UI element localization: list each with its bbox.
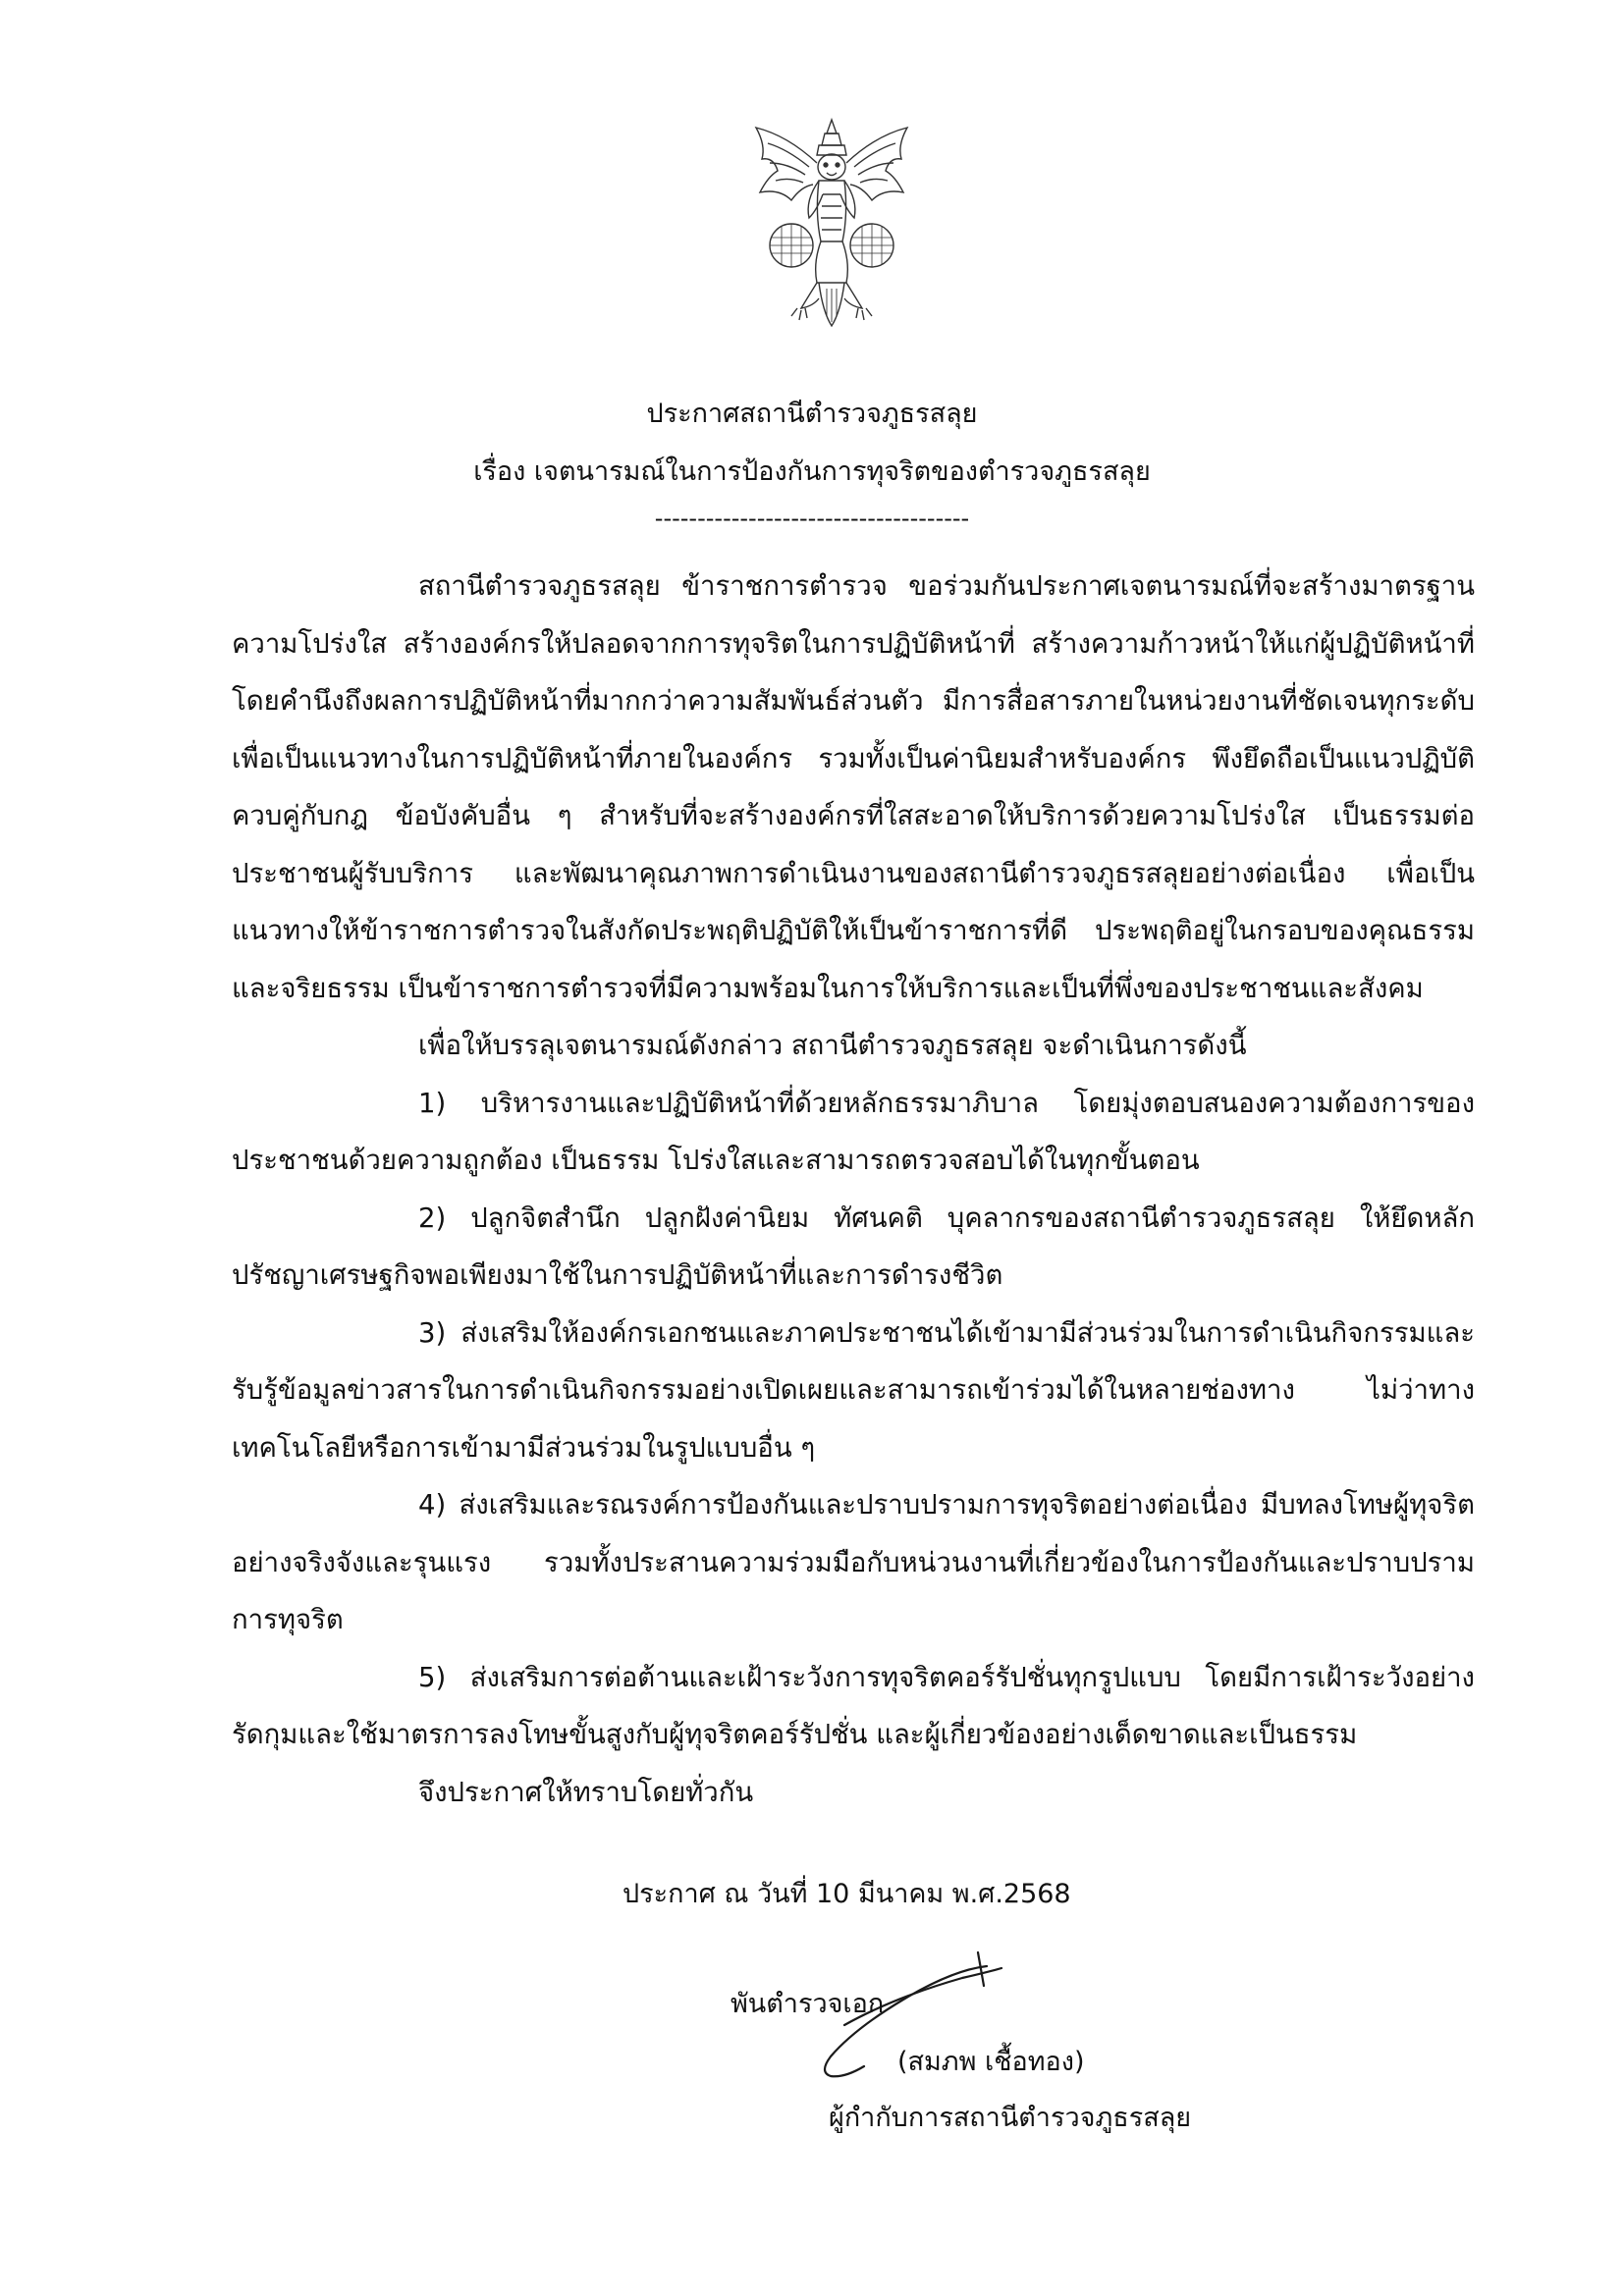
announcement-body [232,558,1475,1764]
lead-paragraph: เพื่อให้บรรลุเจตนารมณ์ดังกล่าว สถานีตำรวจภูธรสลุย จะดำเนินการดังนี้ [418,1030,1247,1061]
signatory-position: ผู้กำกับการสถานีตำรวจภูธรสลุย [829,2103,1192,2133]
item-paragraph-2: 2) ปลูกจิตสำนึก ปลูกฝังค่านิยม ทัศนคติ บุคลากรของสถานีตำรวจภูธรสลุย ให้ยึดหลักปรัชญาเศรษฐกิจพอเพียงมาใช้ในการปฏิบัติหน้าที่และการดำรงชีวิต [232,1201,1475,1291]
announcement-subject: เรื่อง เจตนารมณ์ในการป้องกันการทุจริตของตำรวจภูธรสลุย [473,456,1151,487]
garuda-emblem-icon [748,116,915,330]
intro-paragraph: สถานีตำรวจภูธรสลุย ข้าราชการตำรวจ ขอร่วมกันประกาศเจตนารมณ์ที่จะสร้างมาตรฐานความโปร่งใส สร้างองค์กรให้ปลอดจากการทุจริตในการปฏิบัติหน้าที่ สร้างความก้าวหน้าให้แก่ผู้ปฏิบัติหน้าที่โดยคำนึงถึงผลการปฏิบัติหน้าที่มากกว่าความสัมพันธ์ส่วนตัว มีการสื่อสารภายในหน่วยงานที่ชัดเจนทุกระดับ เพื่อเป็นแนวทางในการปฏิบัติหน้าที่ภายในองค์กร รวมทั้งเป็นค่านิยมสำหรับองค์กร พึงยึดถือเป็นแนวปฏิบัติควบคู่กับกฎ ข้อบังคับอื่น ๆ สำหรับที่จะสร้างองค์กรที่ใสสะอาดให้บริการด้วยความโปร่งใส เป็นธรรมต่อประชาชนผู้รับบริการ และพัฒนาคุณภาพการดำเนินงานของสถานีตำรวจภูธรสลุยอย่างต่อเนื่อง เพื่อเป็นแนวทางให้ข้าราชการตำรวจในสังกัดประพฤติปฏิบัติให้เป็นข้าราชการที่ดี ประพฤติอยู่ในกรอบของคุณธรรมและจริยธรรม เป็นข้าราชการตำรวจที่มีความพร้อมในการให้บริการและเป็นที่พึ่งของประชาชนและสังคม [232,570,1475,1004]
item-paragraph-4: 4) ส่งเสริมและรณรงค์การป้องกันและปราบปรามการทุจริตอย่างต่อเนื่อง มีบทลงโทษผู้ทุจริตอย่างจริงจังและรุนแรง รวมทั้งประสานความร่วมมือกับหน่วนงานที่เกี่ยวข้องในการป้องกันและปราบปรามการทุจริต [232,1489,1475,1635]
signatory-rank: พันตำรวจเอก [731,1989,885,2019]
signatory-name: (สมภพ เชื้อทอง) [897,2047,1085,2077]
header-divider: ------------------------------------- [654,505,970,532]
announcement-title: ประกาศสถานีตำรวจภูธรสลุย [646,399,978,429]
item-paragraph-1: 1) บริหารงานและปฏิบัติหน้าที่ด้วยหลักธรรมาภิบาล โดยมุ่งตอบสนองความต้องการของประชาชนด้วยความถูกต้อง เป็นธรรม โปร่งใสและสามารถตรวจสอบได้ในทุกขั้นตอน [232,1087,1475,1176]
item-paragraph-5: 5) ส่งเสริมการต่อต้านและเฝ้าระวังการทุจริตคอร์รัปชั่นทุกรูปแบบ โดยมีการเฝ้าระวังอย่างรัดกุมและใช้มาตรการลงโทษขั้นสูงกับผู้ทุจริตคอร์รัปชั่น และผู้เกี่ยวข้องอย่างเด็ดขาดและเป็นธรรม [232,1661,1475,1750]
closing-statement: จึงประกาศให้ทราบโดยทั่วกัน [418,1777,754,1808]
item-paragraph-3: 3) ส่งเสริมให้องค์กรเอกชนและภาคประชาชนได้เข้ามามีส่วนร่วมในการดำเนินกิจกรรมและรับรู้ข้อมูลข่าวสารในการดำเนินกิจกรรมอย่างเปิดเผยและสามารถเข้าร่วมได้ในหลายช่องทาง ไม่ว่าทางเทคโนโลยีหรือการเข้ามามีส่วนร่วมในรูปแบบอื่น ๆ [232,1316,1475,1464]
announcement-date: ประกาศ ณ วันที่ 10 มีนาคม พ.ศ.2568 [623,1879,1071,1909]
